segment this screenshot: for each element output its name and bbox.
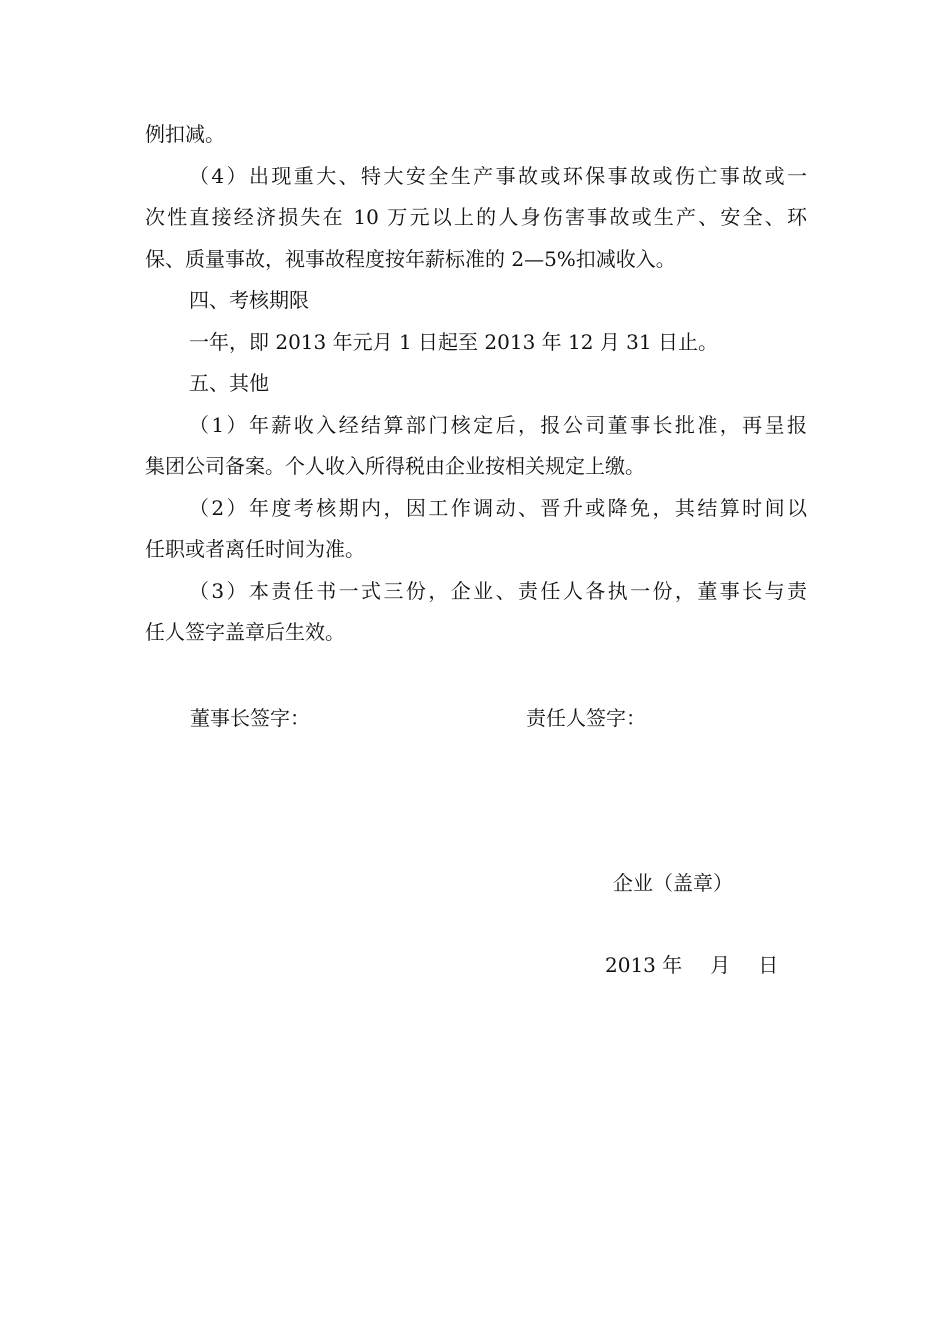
- paragraph-line: 一年，即 2013 年元月 1 日起至 2013 年 12 月 31 日止。: [189, 329, 718, 354]
- responsible-person-signature-label: 责任人签字：: [526, 706, 646, 730]
- date-year: 2013 年: [605, 953, 683, 977]
- paragraph-line: 次性直接经济损失在 10 万元以上的人身伤害事故或生产、安全、环: [145, 205, 807, 229]
- paragraph-line: 任职或者离任时间为准。: [145, 537, 365, 561]
- paragraph-line: 保、质量事故，视事故程度按年薪标准的 2—5%扣减收入。: [145, 246, 676, 271]
- paragraph-line: （3）本责任书一式三份，企业、责任人各执一份，董事长与责: [189, 578, 807, 603]
- date-line: [605, 951, 778, 979]
- document-body: [145, 114, 807, 654]
- paragraph-line: （2）年度考核期内，因工作调动、晋升或降免，其结算时间以: [189, 495, 807, 520]
- paragraph-line: （1）年薪收入经结算部门核定后，报公司董事长批准，再呈报: [189, 412, 807, 437]
- section-heading-other: 五、其他: [189, 371, 269, 395]
- company-seal-label: 企业（盖章）: [613, 871, 733, 895]
- date-day: 日: [758, 953, 779, 977]
- section-heading-term: 四、考核期限: [189, 288, 309, 312]
- date-month: 月: [710, 953, 731, 977]
- paragraph-line: 例扣减。: [145, 122, 225, 146]
- paragraph-line: 集团公司备案。个人收入所得税由企业按相关规定上缴。: [145, 454, 645, 478]
- paragraph-line: 任人签字盖章后生效。: [145, 620, 345, 644]
- chairman-signature-label: 董事长签字：: [190, 706, 310, 730]
- paragraph-line: （4）出现重大、特大安全生产事故或环保事故或伤亡事故或一: [189, 163, 807, 188]
